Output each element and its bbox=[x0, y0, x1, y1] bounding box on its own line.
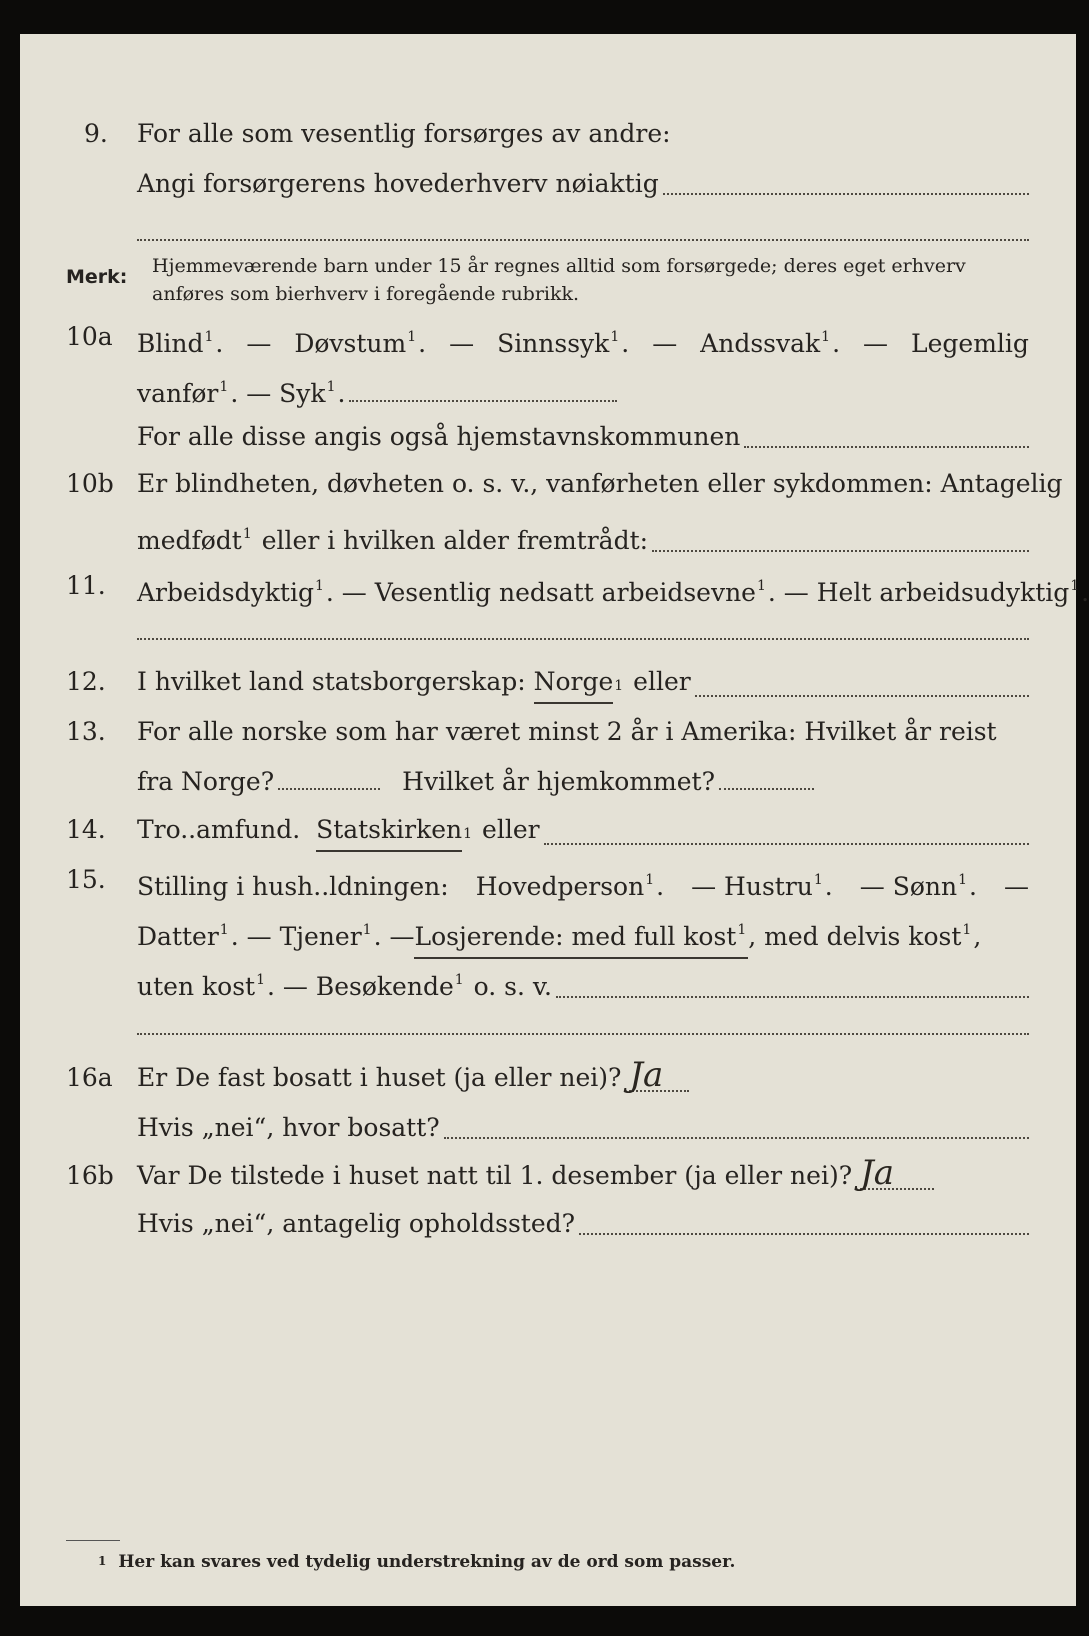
q13-reist-label: fra Norge? bbox=[137, 767, 275, 796]
q13-reist-line[interactable] bbox=[278, 788, 380, 790]
q10a-kommune-line[interactable] bbox=[744, 446, 1029, 448]
q9-answer-line[interactable] bbox=[663, 193, 1029, 195]
q16b-row2 bbox=[0, 1204, 1087, 1244]
option-dovstum[interactable]: Døvstum$^1$. bbox=[294, 329, 427, 358]
q16b-line2: Hvis „nei“, antagelig opholdssted? bbox=[137, 1209, 576, 1238]
option-syk[interactable]: — Syk$^1$. bbox=[246, 379, 346, 408]
q14-number: 14. bbox=[66, 815, 106, 844]
option-sonn[interactable]: — Sønn$^1$. bbox=[859, 872, 977, 901]
q9-line1: For alle som vesentlig forsørges av andre: bbox=[137, 119, 671, 148]
q16b-row bbox=[0, 1153, 1087, 1196]
q15-number: 15. bbox=[66, 865, 106, 894]
option-hovedperson[interactable]: Hovedperson$^1$. bbox=[475, 872, 665, 901]
q9-line2: Angi forsørgerens hovederhverv nøiaktig bbox=[137, 169, 659, 198]
option-sinnssyk[interactable]: Sinnssyk$^1$. bbox=[497, 329, 630, 358]
q14-row: 14. Tro..amfund. Statskirken 1 eller bbox=[0, 810, 1087, 850]
q11-answer-line[interactable] bbox=[137, 638, 1029, 640]
option-besokende[interactable]: — Besøkende$^1$ bbox=[282, 972, 464, 1001]
q13-hjem-line[interactable] bbox=[719, 788, 814, 790]
q10b-number: 10b bbox=[66, 469, 114, 498]
q15-osv: o. s. v. bbox=[473, 972, 552, 1001]
option-delvis-kost[interactable]: , med delvis kost$^1$, bbox=[748, 922, 982, 951]
q16b-answer[interactable]: Ja bbox=[860, 1158, 934, 1190]
q10b-answer-line[interactable] bbox=[652, 550, 1029, 552]
q12-row: 12. I hvilket land statsborgerskap: Norge 1 eller bbox=[0, 662, 1087, 702]
footnote-text: Her kan svares ved tydelig understrekning av de ord som passer. bbox=[118, 1552, 736, 1572]
footnote-mark: 1 bbox=[98, 1554, 107, 1568]
q14-answer-line[interactable] bbox=[544, 843, 1029, 845]
option-arbeidsdyktig[interactable]: Arbeidsdyktig$^1$. bbox=[137, 578, 334, 607]
option-blind[interactable]: Blind$^1$. bbox=[137, 329, 224, 358]
merk-label: Merk: bbox=[66, 266, 128, 288]
q12-question: I hvilket land statsborgerskap: bbox=[137, 667, 526, 696]
q10a-row: 10a Blind$^1$. — Døvstum$^1$. — Sinnssyk$^1$. — Andssvak$^1$. — Legemlig bbox=[0, 317, 1087, 357]
option-uten-kost[interactable]: uten kost$^1$. bbox=[137, 972, 275, 1001]
q10a-row3 bbox=[0, 417, 1087, 457]
merk-line2: anføres som bierhverv i foregående rubrikk. bbox=[152, 283, 580, 305]
option-statskirken[interactable]: Statskirken bbox=[316, 810, 462, 852]
q10a-row2 bbox=[0, 367, 1087, 407]
option-tjener[interactable]: — Tjener$^1$. bbox=[246, 922, 382, 951]
q13-row2 bbox=[0, 762, 1087, 802]
q14-eller: eller bbox=[482, 815, 540, 844]
q9-row bbox=[0, 114, 1087, 154]
q15-answer-line[interactable] bbox=[556, 996, 1029, 998]
q10b-line2: eller i hvilken alder fremtrådt: bbox=[261, 526, 649, 555]
q16a-question: Er De fast bosatt i huset (ja eller nei)? bbox=[137, 1063, 622, 1092]
q10a-line3: For alle disse angis også hjemstavnskommunen bbox=[137, 422, 741, 451]
q16b-opholdssted-line[interactable] bbox=[579, 1233, 1029, 1235]
q10a-number: 10a bbox=[66, 322, 113, 351]
q16a-bosatt-line[interactable] bbox=[444, 1137, 1029, 1139]
option-udyktig[interactable]: — Helt arbeidsudyktig$^1$. bbox=[783, 578, 1089, 607]
q15-row2: Datter$^1$. — Tjener$^1$. — Losjerende: med full kost$^1$ , med delvis kost$^1$, bbox=[0, 910, 1087, 950]
q10b-row2 bbox=[0, 514, 1087, 554]
q15-label: Stilling i hush..ldningen: bbox=[137, 872, 449, 901]
q16a-number: 16a bbox=[66, 1063, 113, 1092]
option-medfodt[interactable]: medfødt$^1$ bbox=[137, 526, 252, 555]
q12-eller: eller bbox=[633, 667, 691, 696]
q13-row bbox=[0, 712, 1087, 752]
q13-number: 13. bbox=[66, 717, 106, 746]
option-nedsatt[interactable]: — Vesentlig nedsatt arbeidsevne$^1$. bbox=[341, 578, 776, 607]
footnote bbox=[98, 1552, 735, 1572]
footnote-rule bbox=[66, 1540, 120, 1541]
q15-extra-line[interactable] bbox=[137, 1033, 1029, 1035]
q16b-question: Var De tilstede i huset natt til 1. desember (ja eller nei)? bbox=[137, 1161, 853, 1190]
option-vanfor[interactable]: vanfør$^1$. bbox=[137, 379, 239, 408]
q15-row3 bbox=[0, 960, 1087, 1000]
q12-answer-line[interactable] bbox=[695, 695, 1029, 697]
q13-hjem-label: Hvilket år hjemkommet? bbox=[402, 767, 716, 796]
q10a-answer-line[interactable] bbox=[349, 400, 617, 402]
q15-row: 15. Stilling i hush..ldningen: Hovedperson$^1$. — Hustru$^1$. — Sønn$^1$. — bbox=[0, 860, 1087, 900]
q16b-number: 16b bbox=[66, 1161, 114, 1190]
q10b-row bbox=[0, 464, 1087, 504]
option-norge[interactable]: Norge bbox=[534, 662, 614, 704]
q16a-answer[interactable]: Ja bbox=[629, 1060, 689, 1092]
option-legemlig[interactable]: Legemlig bbox=[911, 329, 1029, 358]
q14-label: Tro..amfund. bbox=[137, 815, 301, 844]
q16a-line2: Hvis „nei“, hvor bosatt? bbox=[137, 1113, 440, 1142]
q16a-row2 bbox=[0, 1108, 1087, 1148]
q11-number: 11. bbox=[66, 571, 106, 600]
q9-row2 bbox=[0, 164, 1087, 204]
merk-line1: Hjemmeværende barn under 15 år regnes alltid som forsørgede; deres eget erhverv bbox=[152, 255, 966, 277]
option-hustru[interactable]: — Hustru$^1$. bbox=[691, 872, 833, 901]
q11-row bbox=[0, 566, 1087, 606]
q16a-row bbox=[0, 1055, 1087, 1098]
option-datter[interactable]: Datter$^1$. bbox=[137, 922, 239, 951]
option-andssvak[interactable]: Andssvak$^1$. bbox=[700, 329, 841, 358]
option-losjerende-full-kost[interactable]: Losjerende: med full kost$^1$ bbox=[414, 910, 748, 959]
q9-number: 9. bbox=[84, 119, 108, 148]
q9-extra-line[interactable] bbox=[137, 239, 1029, 241]
q13-line1: For alle norske som har været minst 2 år i Amerika: Hvilket år reist bbox=[137, 717, 997, 746]
q12-number: 12. bbox=[66, 667, 106, 696]
q10b-line1: Er blindheten, døvheten o. s. v., vanførheten eller sykdommen: Antagelig bbox=[137, 469, 1063, 498]
